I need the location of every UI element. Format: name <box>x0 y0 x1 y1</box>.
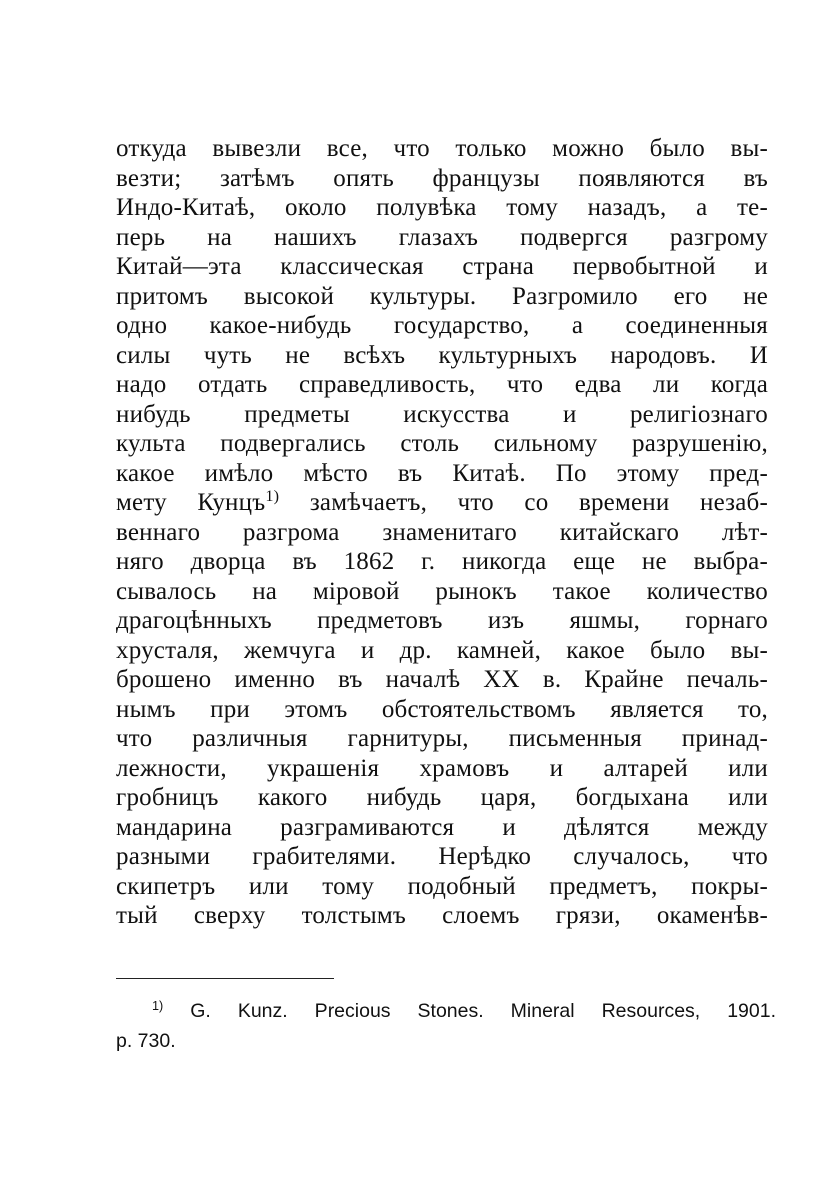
text-line-16: сывалось на міровой рынокъ такое количество <box>116 577 768 605</box>
footnote-divider <box>116 978 334 979</box>
text-line-7: одно какое-нибудь государство, а соединенныя <box>116 312 768 339</box>
footnote-reference[interactable]: 1) <box>265 487 280 506</box>
text-line-2: везти; затѣмъ опять французы появляются въ <box>116 164 768 192</box>
text-line-25: разными грабителями. Нерѣдко случалось, что <box>116 843 768 870</box>
text-line-11: культа подвергались столь сильному разрушенію, <box>116 430 768 457</box>
text-line-23: гробницъ какого нибудь царя, богдыхана или <box>116 784 768 811</box>
text-line-13-end: замѣчаетъ, что со времени незаб- <box>279 489 768 516</box>
text-line-18: хрусталя, жемчуга и др. камней, какое было вы- <box>116 636 768 664</box>
main-text <box>116 134 768 931</box>
text-line-9: надо отдать справедливость, что едва ли когда <box>116 371 768 398</box>
text-line-4: перь на нашихъ глазахъ подвергся разгрому <box>116 223 768 251</box>
text-line-10: нибудь предметы искусства и религіознаго <box>116 400 768 428</box>
footnote <box>116 996 776 1056</box>
text-line-24: мандарина разграмиваются и дѣлятся между <box>116 813 768 841</box>
text-line-13 <box>116 488 768 518</box>
text-line-8: силы чуть не всѣхъ культурныхъ народовъ. И <box>116 341 768 369</box>
footnote-line-2: p. 730. <box>116 1030 176 1052</box>
text-line-5: Китай—эта классическая страна первобытной и <box>116 253 768 280</box>
text-line-15: няго дворца въ 1862 г. никогда еще не выбра- <box>116 548 768 575</box>
text-line-20: нымъ при этомъ обстоятельствомъ является то, <box>116 695 768 723</box>
text-line-13-start: мету Кунцъ <box>116 489 266 516</box>
text-line-12: какое имѣло мѣсто въ Китаѣ. По этому пред- <box>116 459 768 487</box>
text-line-6: притомъ высокой культуры. Разгромило его не <box>116 282 768 310</box>
text-line-1: откуда вывезли все, что только можно было вы- <box>116 135 768 162</box>
text-line-26: скипетръ или тому подобный предметъ, покры- <box>116 872 768 900</box>
text-line-21: что различныя гарнитуры, письменныя принад- <box>116 725 768 752</box>
footnote-line-1 <box>116 996 776 1026</box>
text-line-27: тый сверху толстымъ слоемъ грязи, окаменѣв- <box>116 902 768 929</box>
text-line-19: брошено именно въ началѣ XX в. Крайне печаль- <box>116 666 768 693</box>
text-line-3: Индо-Китаѣ, около полувѣка тому назадъ, а те- <box>116 194 768 221</box>
text-line-22: лежности, украшенія храмовъ и алтарей или <box>116 754 768 782</box>
footnote-marker: 1) <box>152 999 164 1014</box>
text-line-14: веннаго разгрома знаменитаго китайскаго лѣт- <box>116 518 768 546</box>
footnote-citation: G. Kunz. Precious Stones. Mineral Resources, 1901. <box>163 1000 776 1022</box>
text-line-17: драгоцѣнныхъ предметовъ изъ яшмы, горнаго <box>116 607 768 634</box>
